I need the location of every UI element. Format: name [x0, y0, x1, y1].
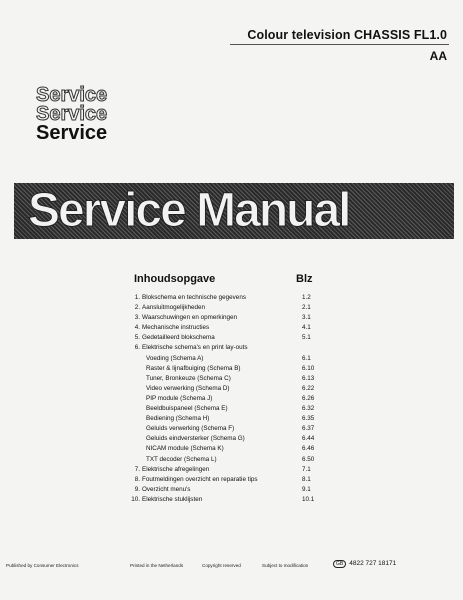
- toc-row-number: 5.: [134, 334, 140, 342]
- region-circle: GB: [333, 560, 346, 568]
- header-divider: [230, 44, 449, 45]
- toc-row-page: 1.2: [302, 294, 311, 301]
- toc-row: [112, 465, 332, 475]
- toc-row: [112, 323, 332, 333]
- toc-row-page: 6.50: [302, 455, 315, 463]
- footer-code-number: 4822 727 18171: [349, 560, 397, 567]
- toc-row-number: 1.: [134, 294, 140, 301]
- toc-row-page: 6.35: [302, 415, 315, 423]
- toc-row: [112, 394, 332, 404]
- toc-row: [112, 475, 332, 485]
- toc-row-page: 3.1: [302, 314, 311, 322]
- toc-row-label: Bediening (Schema H): [146, 415, 210, 423]
- toc-row: [112, 384, 332, 394]
- toc-row-label: Aansluitmogelijkheden: [142, 304, 206, 312]
- footer-subject: Subject to modification: [262, 563, 309, 568]
- service-logo-line-3: Service: [36, 122, 108, 144]
- toc-row-page: 6.37: [302, 425, 315, 433]
- toc-row-label: Gedetailleerd blokschema: [142, 334, 215, 342]
- service-manual-banner: [14, 183, 454, 239]
- toc-row: [112, 293, 332, 303]
- toc-row-page: 6.1: [302, 354, 311, 362]
- toc-row-label: Foutmeldingen overzicht en reparatie tips: [142, 475, 258, 483]
- toc-row-label: Video verwerking (Schema D): [146, 384, 230, 392]
- toc-row-page: 6.44: [302, 435, 315, 443]
- toc-row-label: Blokschema en technische gegevens: [142, 294, 246, 301]
- footer-publisher: Published by Consumer Electronics: [6, 563, 79, 568]
- toc-row: [112, 404, 332, 414]
- toc-row-page: 2.1: [302, 304, 311, 312]
- toc-row-label: Waarschuwingen en opmerkingen: [142, 314, 237, 322]
- toc-row-number: 6.: [134, 344, 140, 352]
- toc-row: [112, 495, 332, 505]
- service-logo-line-1: Service: [36, 84, 108, 106]
- toc-row: [112, 444, 332, 454]
- toc-row-label: Raster & lijnafbuiging (Schema B): [146, 364, 241, 372]
- toc-row-label: Elektrische schema's en print lay-outs: [142, 344, 248, 352]
- table-of-contents: [112, 293, 332, 505]
- toc-row-label: Overzicht menu's: [142, 485, 191, 493]
- footer-printed: Printed in the Netherlands: [130, 563, 184, 568]
- toc-row: [112, 343, 332, 353]
- toc-row-number: 2.: [134, 304, 140, 312]
- toc-row: [112, 303, 332, 313]
- toc-row-label: Tuner, Bronkeuze (Schema C): [146, 374, 231, 382]
- toc-row-page: 7.1: [302, 465, 311, 473]
- toc-row-label: Elektrische stuklijsten: [142, 495, 203, 503]
- toc-row: [112, 424, 332, 434]
- toc-row-number: 4.: [134, 324, 140, 332]
- toc-row-label: Geluids eindversterker (Schema G): [146, 435, 245, 443]
- toc-row-label: Beeldbuispaneel (Schema E): [146, 405, 228, 413]
- toc-row-page: 9.1: [302, 485, 311, 493]
- toc-row-page: 6.22: [302, 384, 315, 392]
- toc-row: [112, 333, 332, 343]
- toc-page-heading: Blz: [296, 273, 313, 285]
- toc-heading: Inhoudsopgave: [134, 273, 216, 285]
- toc-row-page: 10.1: [302, 495, 315, 503]
- toc-row-page: 5.1: [302, 334, 311, 342]
- toc-row-label: Elektrische afregelingen: [142, 465, 210, 473]
- document-title: Colour television CHASSIS FL1.0: [247, 28, 447, 42]
- footer-code: [333, 560, 396, 568]
- toc-row-label: TXT decoder (Schema L): [146, 455, 217, 463]
- toc-row-number: 10.: [131, 495, 140, 503]
- toc-row-page: 6.10: [302, 364, 315, 372]
- toc-row: [112, 434, 332, 444]
- toc-row-label: Mechanische instructies: [142, 324, 210, 332]
- toc-row: [112, 485, 332, 495]
- toc-row-number: 9.: [134, 485, 140, 493]
- chassis-code: AA: [429, 49, 447, 63]
- toc-row-page: 8.1: [302, 475, 311, 483]
- toc-row: [112, 455, 332, 465]
- service-logo-line-2: Service: [36, 103, 108, 125]
- toc-row-number: 8.: [134, 475, 140, 483]
- toc-row-page: 6.26: [302, 394, 315, 402]
- toc-row-page: 6.46: [302, 445, 315, 453]
- toc-row: [112, 414, 332, 424]
- toc-row-label: Geluids verwerking (Schema F): [146, 425, 235, 433]
- toc-row: [112, 374, 332, 384]
- toc-row-label: Voeding (Schema A): [146, 354, 204, 362]
- toc-row: [112, 313, 332, 323]
- toc-row-label: NICAM module (Schema K): [146, 445, 224, 453]
- banner-title: Service Manual: [28, 184, 350, 237]
- toc-row-page: 6.13: [302, 374, 315, 382]
- toc-row-number: 3.: [134, 314, 140, 322]
- toc-row: [112, 354, 332, 364]
- toc-row-page: 4.1: [302, 324, 311, 332]
- footer-copyright: Copyright reserved: [202, 563, 241, 568]
- toc-row-page: 6.32: [302, 405, 315, 413]
- toc-row-label: PIP module (Schema J): [146, 394, 213, 402]
- toc-row: [112, 364, 332, 374]
- toc-row-number: 7.: [134, 465, 140, 473]
